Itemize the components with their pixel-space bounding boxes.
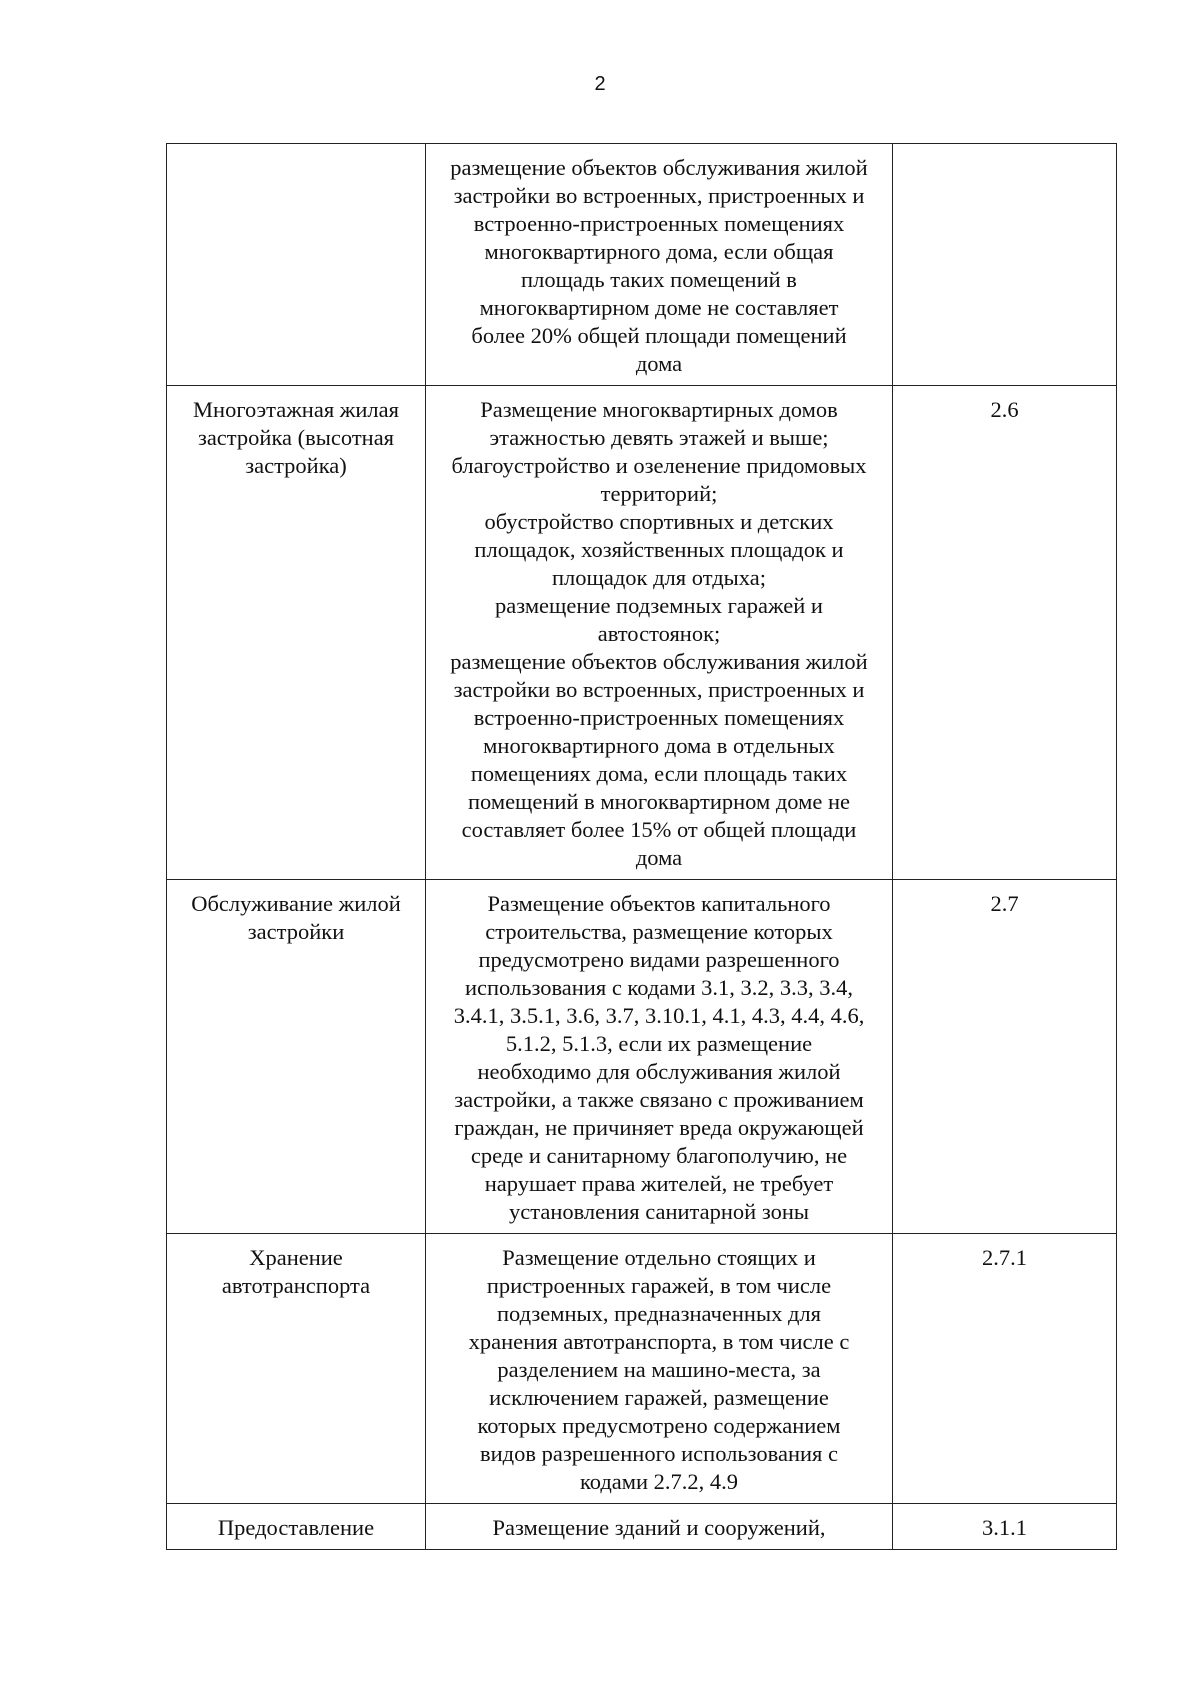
land-use-name-cell: Обслуживание жилой застройки	[167, 880, 426, 1234]
land-use-code-cell: 2.7	[893, 880, 1117, 1234]
land-use-description-cell: Размещение отдельно стоящих и пристроенных гаражей, в том числе подземных, предназначенных для хранения автотранспорта, в том числе с разделением на машино-места, за исключением гаражей, размещение которых предусмотрено содержанием видов разрешенного использования с кодами 2.7.2, 4.9	[426, 1234, 893, 1504]
land-use-table	[166, 143, 1117, 1550]
land-use-description-cell: Размещение многоквартирных домов этажностью девять этажей и выше; благоустройство и озеленение придомовых территорий; обустройство спортивных и детских площадок, хозяйственных площадок и площадок для отдыха; размещение подземных гаражей и автостоянок; размещение объектов обслуживания жилой застройки во встроенных, пристроенных и встроенно-пристроенных помещениях многоквартирного дома в отдельных помещениях дома, если площадь таких помещений в многоквартирном доме не составляет более 15% от общей площади дома	[426, 386, 893, 880]
land-use-name-cell: Многоэтажная жилая застройка (высотная застройка)	[167, 386, 426, 880]
land-use-code-cell	[893, 144, 1117, 386]
land-use-code-cell: 3.1.1	[893, 1504, 1117, 1550]
table-row	[167, 144, 1117, 386]
land-use-name-cell: Хранение автотранспорта	[167, 1234, 426, 1504]
land-use-code-cell: 2.6	[893, 386, 1117, 880]
table-row	[167, 386, 1117, 880]
page-number: 2	[594, 73, 606, 95]
table-row	[167, 1504, 1117, 1550]
land-use-description-cell: размещение объектов обслуживания жилой застройки во встроенных, пристроенных и встроенно-пристроенных помещениях многоквартирного дома, если общая площадь таких помещений в многоквартирном доме не составляет более 20% общей площади помещений дома	[426, 144, 893, 386]
land-use-description-cell: Размещение объектов капитального строительства, размещение которых предусмотрено видами разрешенного использования с кодами 3.1, 3.2, 3.3, 3.4, 3.4.1, 3.5.1, 3.6, 3.7, 3.10.1, 4.1, 4.3, 4.4, 4.6, 5.1.2, 5.1.3, если их размещение необходимо для обслуживания жилой застройки, а также связано с проживанием граждан, не причиняет вреда окружающей среде и санитарному благополучию, не нарушает права жителей, не требует установления санитарной зоны	[426, 880, 893, 1234]
land-use-description-cell: Размещение зданий и сооружений,	[426, 1504, 893, 1550]
land-use-name-cell	[167, 144, 426, 386]
table-row	[167, 1234, 1117, 1504]
land-use-code-cell: 2.7.1	[893, 1234, 1117, 1504]
table-row	[167, 880, 1117, 1234]
land-use-name-cell: Предоставление	[167, 1504, 426, 1550]
